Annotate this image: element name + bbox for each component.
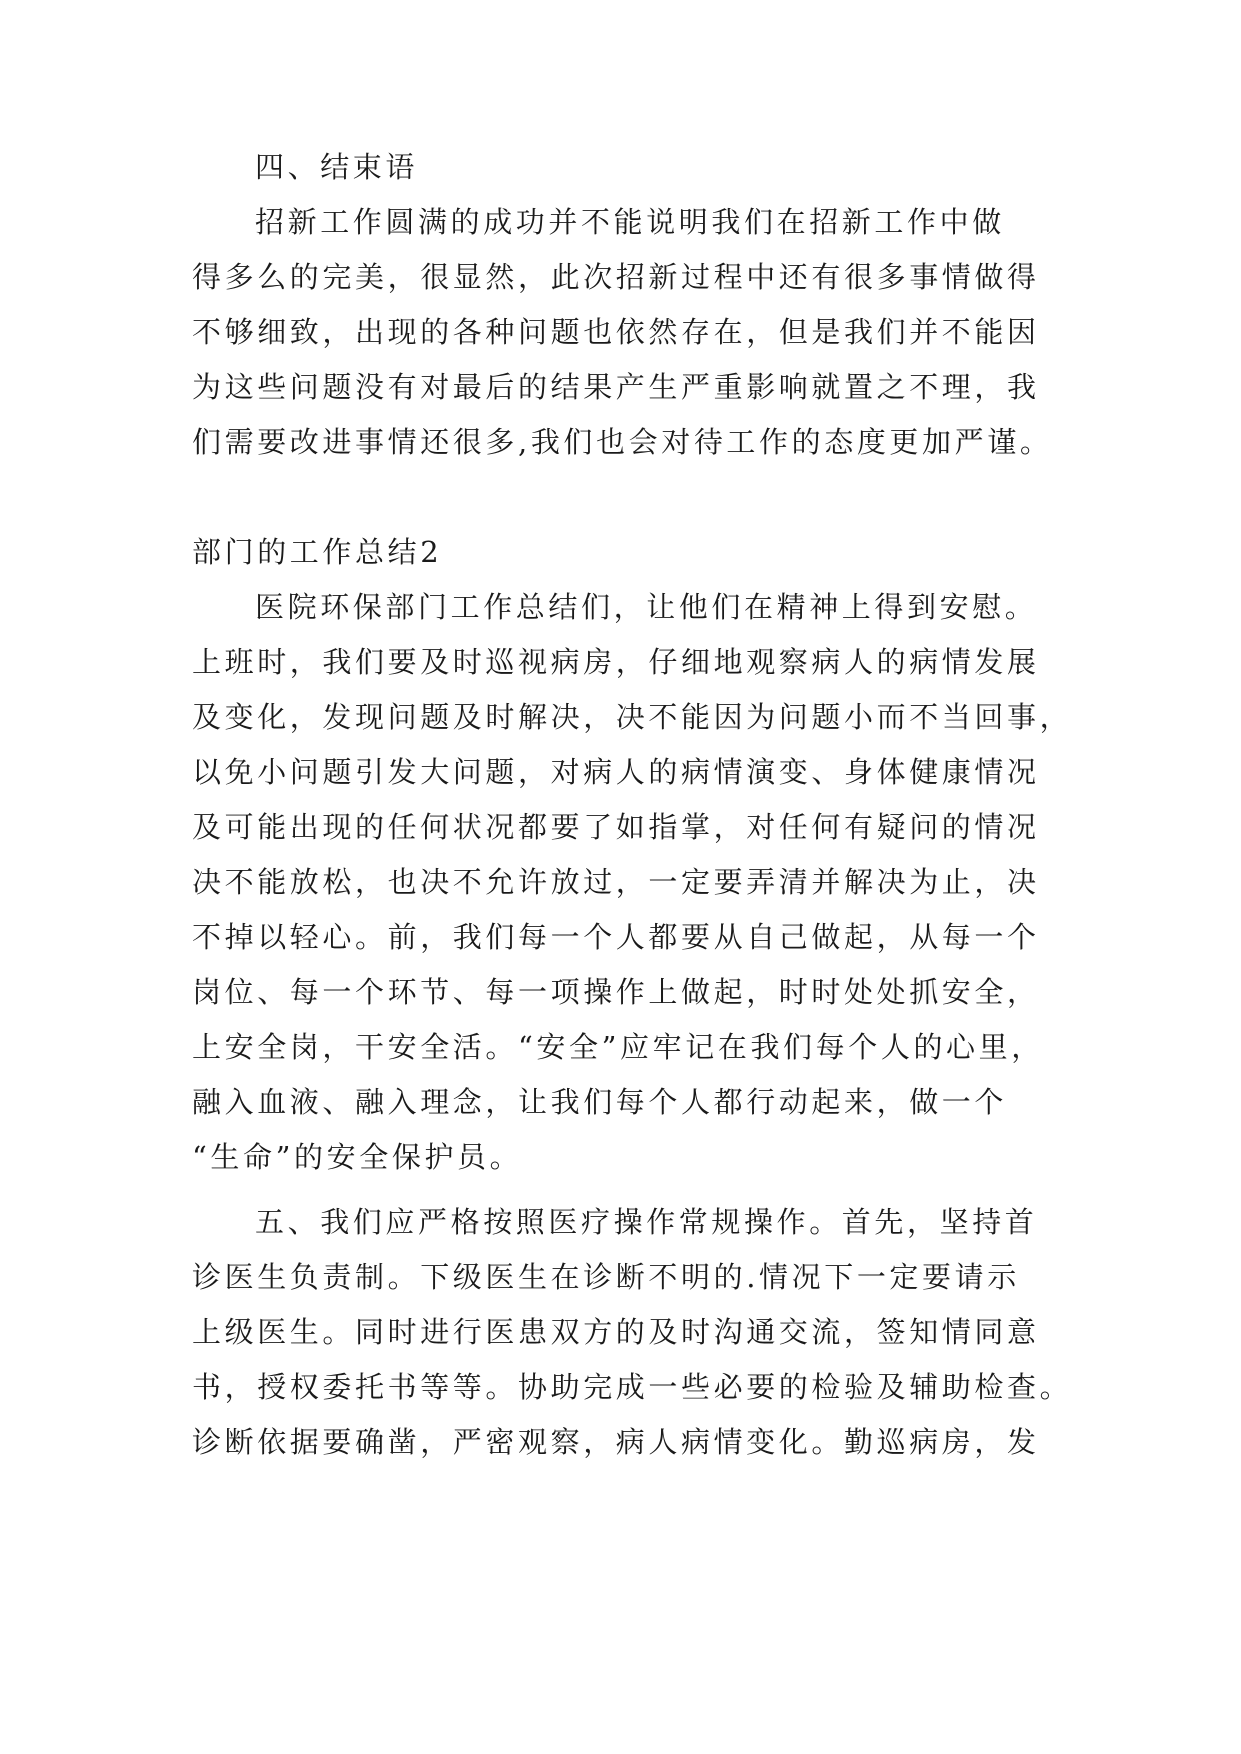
paragraph-line: 上班时，我们要及时巡视病房，仔细地观察病人的病情发展 — [192, 645, 1040, 679]
paragraph-line: 岗位、每一个环节、每一项操作上做起，时时处处抓安全， — [192, 975, 1040, 1009]
paragraph-line: “生命”的安全保护员。 — [192, 1140, 523, 1174]
section-heading: 四、结束语 — [255, 150, 419, 184]
paragraph-line: 融入血液、融入理念，让我们每个人都行动起来，做一个 — [192, 1085, 1008, 1119]
paragraph-line: 诊断依据要确凿，严密观察，病人病情变化。勤巡病房，发 — [192, 1425, 1040, 1459]
paragraph-line: 诊医生负责制。下级医生在诊断不明的.情况下一定要请示 — [192, 1260, 1020, 1294]
paragraph-line: 书，授权委托书等等。协助完成一些必要的检验及辅助检查。 — [192, 1370, 1073, 1404]
paragraph-line: 五、我们应严格按照医疗操作常规操作。首先，坚持首 — [255, 1205, 1038, 1239]
paragraph-line: 得多么的完美，很显然，此次招新过程中还有很多事情做得 — [192, 260, 1040, 294]
paragraph-line: 不掉以轻心。前，我们每一个人都要从自己做起，从每一个 — [192, 920, 1040, 954]
paragraph-line: 及变化，发现问题及时解决，决不能因为问题小而不当回事， — [192, 700, 1073, 734]
paragraph-line: 以免小问题引发大问题，对病人的病情演变、身体健康情况 — [192, 755, 1040, 789]
paragraph-line: 及可能出现的任何状况都要了如指掌，对任何有疑问的情况 — [192, 810, 1040, 844]
paragraph-line: 上安全岗，干安全活。“安全”应牢记在我们每个人的心里， — [192, 1030, 1044, 1064]
paragraph-line: 决不能放松，也决不允许放过，一定要弄清并解决为止，决 — [192, 865, 1040, 899]
article-title: 部门的工作总结2 — [192, 535, 443, 569]
paragraph-line: 为这些问题没有对最后的结果产生严重影响就置之不理，我 — [192, 370, 1040, 404]
paragraph-line: 医院环保部门工作总结们，让他们在精神上得到安慰。 — [255, 590, 1038, 624]
paragraph-line: 不够细致，出现的各种问题也依然存在，但是我们并不能因 — [192, 315, 1040, 349]
paragraph-line: 招新工作圆满的成功并不能说明我们在招新工作中做 — [255, 205, 1005, 239]
paragraph-line: 上级医生。同时进行医患双方的及时沟通交流，签知情同意 — [192, 1315, 1040, 1349]
paragraph-line: 们需要改进事情还很多,我们也会对待工作的态度更加严谨。 — [192, 425, 1053, 459]
